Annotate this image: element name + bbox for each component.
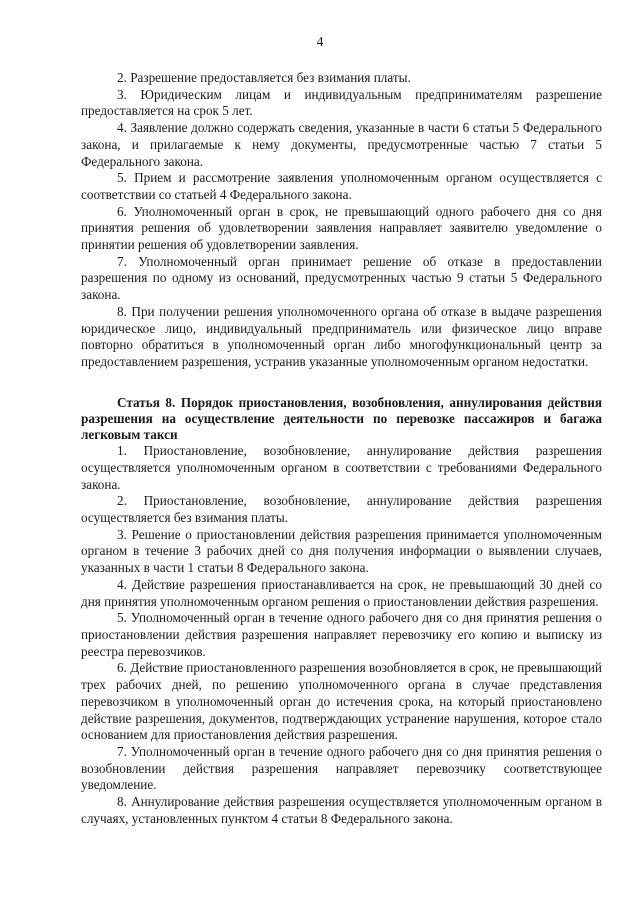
paragraph-4: 4. Заявление должно содержать сведения, указанные в части 6 статьи 5 Федерального закона, и прилагаемые к нему документы, предусмотренные частью 7 статьи 5 Федерального закона. xyxy=(81,120,602,169)
article-8-paragraph-2: 2. Приостановление, возобновление, аннулирование действия разрешения осуществляется без взимания платы. xyxy=(81,493,602,526)
paragraph-3: 3. Юридическим лицам и индивидуальным предпринимателям разрешение предоставляется на срок 5 лет. xyxy=(81,86,602,119)
article-8-paragraph-1: 1. Приостановление, возобновление, аннулирование действия разрешения осуществляется уполномоченным органом в соответствии с требованиями Федерального закона. xyxy=(81,443,602,492)
document-body xyxy=(81,70,602,827)
paragraph-5: 5. Прием и рассмотрение заявления уполномоченным органом осуществляется с соответствии со статьей 4 Федерального закона. xyxy=(81,170,602,202)
paragraph-7: 7. Уполномоченный орган принимает решение об отказе в предоставлении разрешения по одному из оснований, предусмотренных частью 9 статьи 5 Федерального закона. xyxy=(81,253,602,303)
paragraph-6: 6. Уполномоченный орган в срок, не превышающий одного рабочего дня со дня принятия решения об удовлетворении заявления направляет заявителю уведомление о принятии решения об удовлетворении заявления. xyxy=(81,203,602,253)
page-number: 4 xyxy=(316,34,324,49)
section-title-article-8: Статья 8. Порядок приостановления, возобновления, аннулирования действия разрешения на осуществление деятельности по перевозке пассажиров и багажа легковым такси xyxy=(81,394,602,443)
article-8-paragraph-4: 4. Действие разрешения приостанавливается на срок, не превышающий 30 дней со дня принятия уполномоченным органом решения о приостановлении действия разрешения. xyxy=(81,576,602,609)
article-8-paragraph-6: 6. Действие приостановленного разрешения возобновляется в срок, не превышающий трех рабочих дней, по решению уполномоченного органа в случае представления перевозчиком в уполномоченный орган до истечения срока, на который приостановлено действие разрешения, документов, подтверждающих устранение нарушения, которое стало основанием для приостановления действия разрешения. xyxy=(81,660,602,743)
paragraph-2: 2. Разрешение предоставляется без взимания платы. xyxy=(117,70,411,85)
article-8-paragraph-8: 8. Аннулирование действия разрешения осуществляется уполномоченным органом в случаях, установленных пунктом 4 статьи 8 Федерального закона. xyxy=(81,794,602,826)
article-8-paragraph-3: 3. Решение о приостановлении действия разрешения принимается уполномоченным органом в течение 3 рабочих дней со дня получения информации о выявлении случаев, указанных в части 1 статьи 8 Федерального закона. xyxy=(81,526,602,576)
article-8-paragraph-5: 5. Уполномоченный орган в течение одного рабочего дня со дня принятия решения о приостановлении действия разрешения направляет перевозчику его копию и выписку из реестра перевозчиков. xyxy=(81,610,602,659)
article-8-paragraph-7: 7. Уполномоченный орган в течение одного рабочего дня со дня принятия решения о возобновлении действия разрешения направляет перевозчику соответствующее уведомление. xyxy=(81,743,602,793)
paragraph-8: 8. При получении решения уполномоченного органа об отказе в выдаче разрешения юридическое лицо, индивидуальный предприниматель или физическое лицо вправе повторно обратиться в уполномоченный орган либо многофункциональный центр за предоставлением разрешения, устранив указанные уполномоченным органом недостатки. xyxy=(81,303,602,369)
